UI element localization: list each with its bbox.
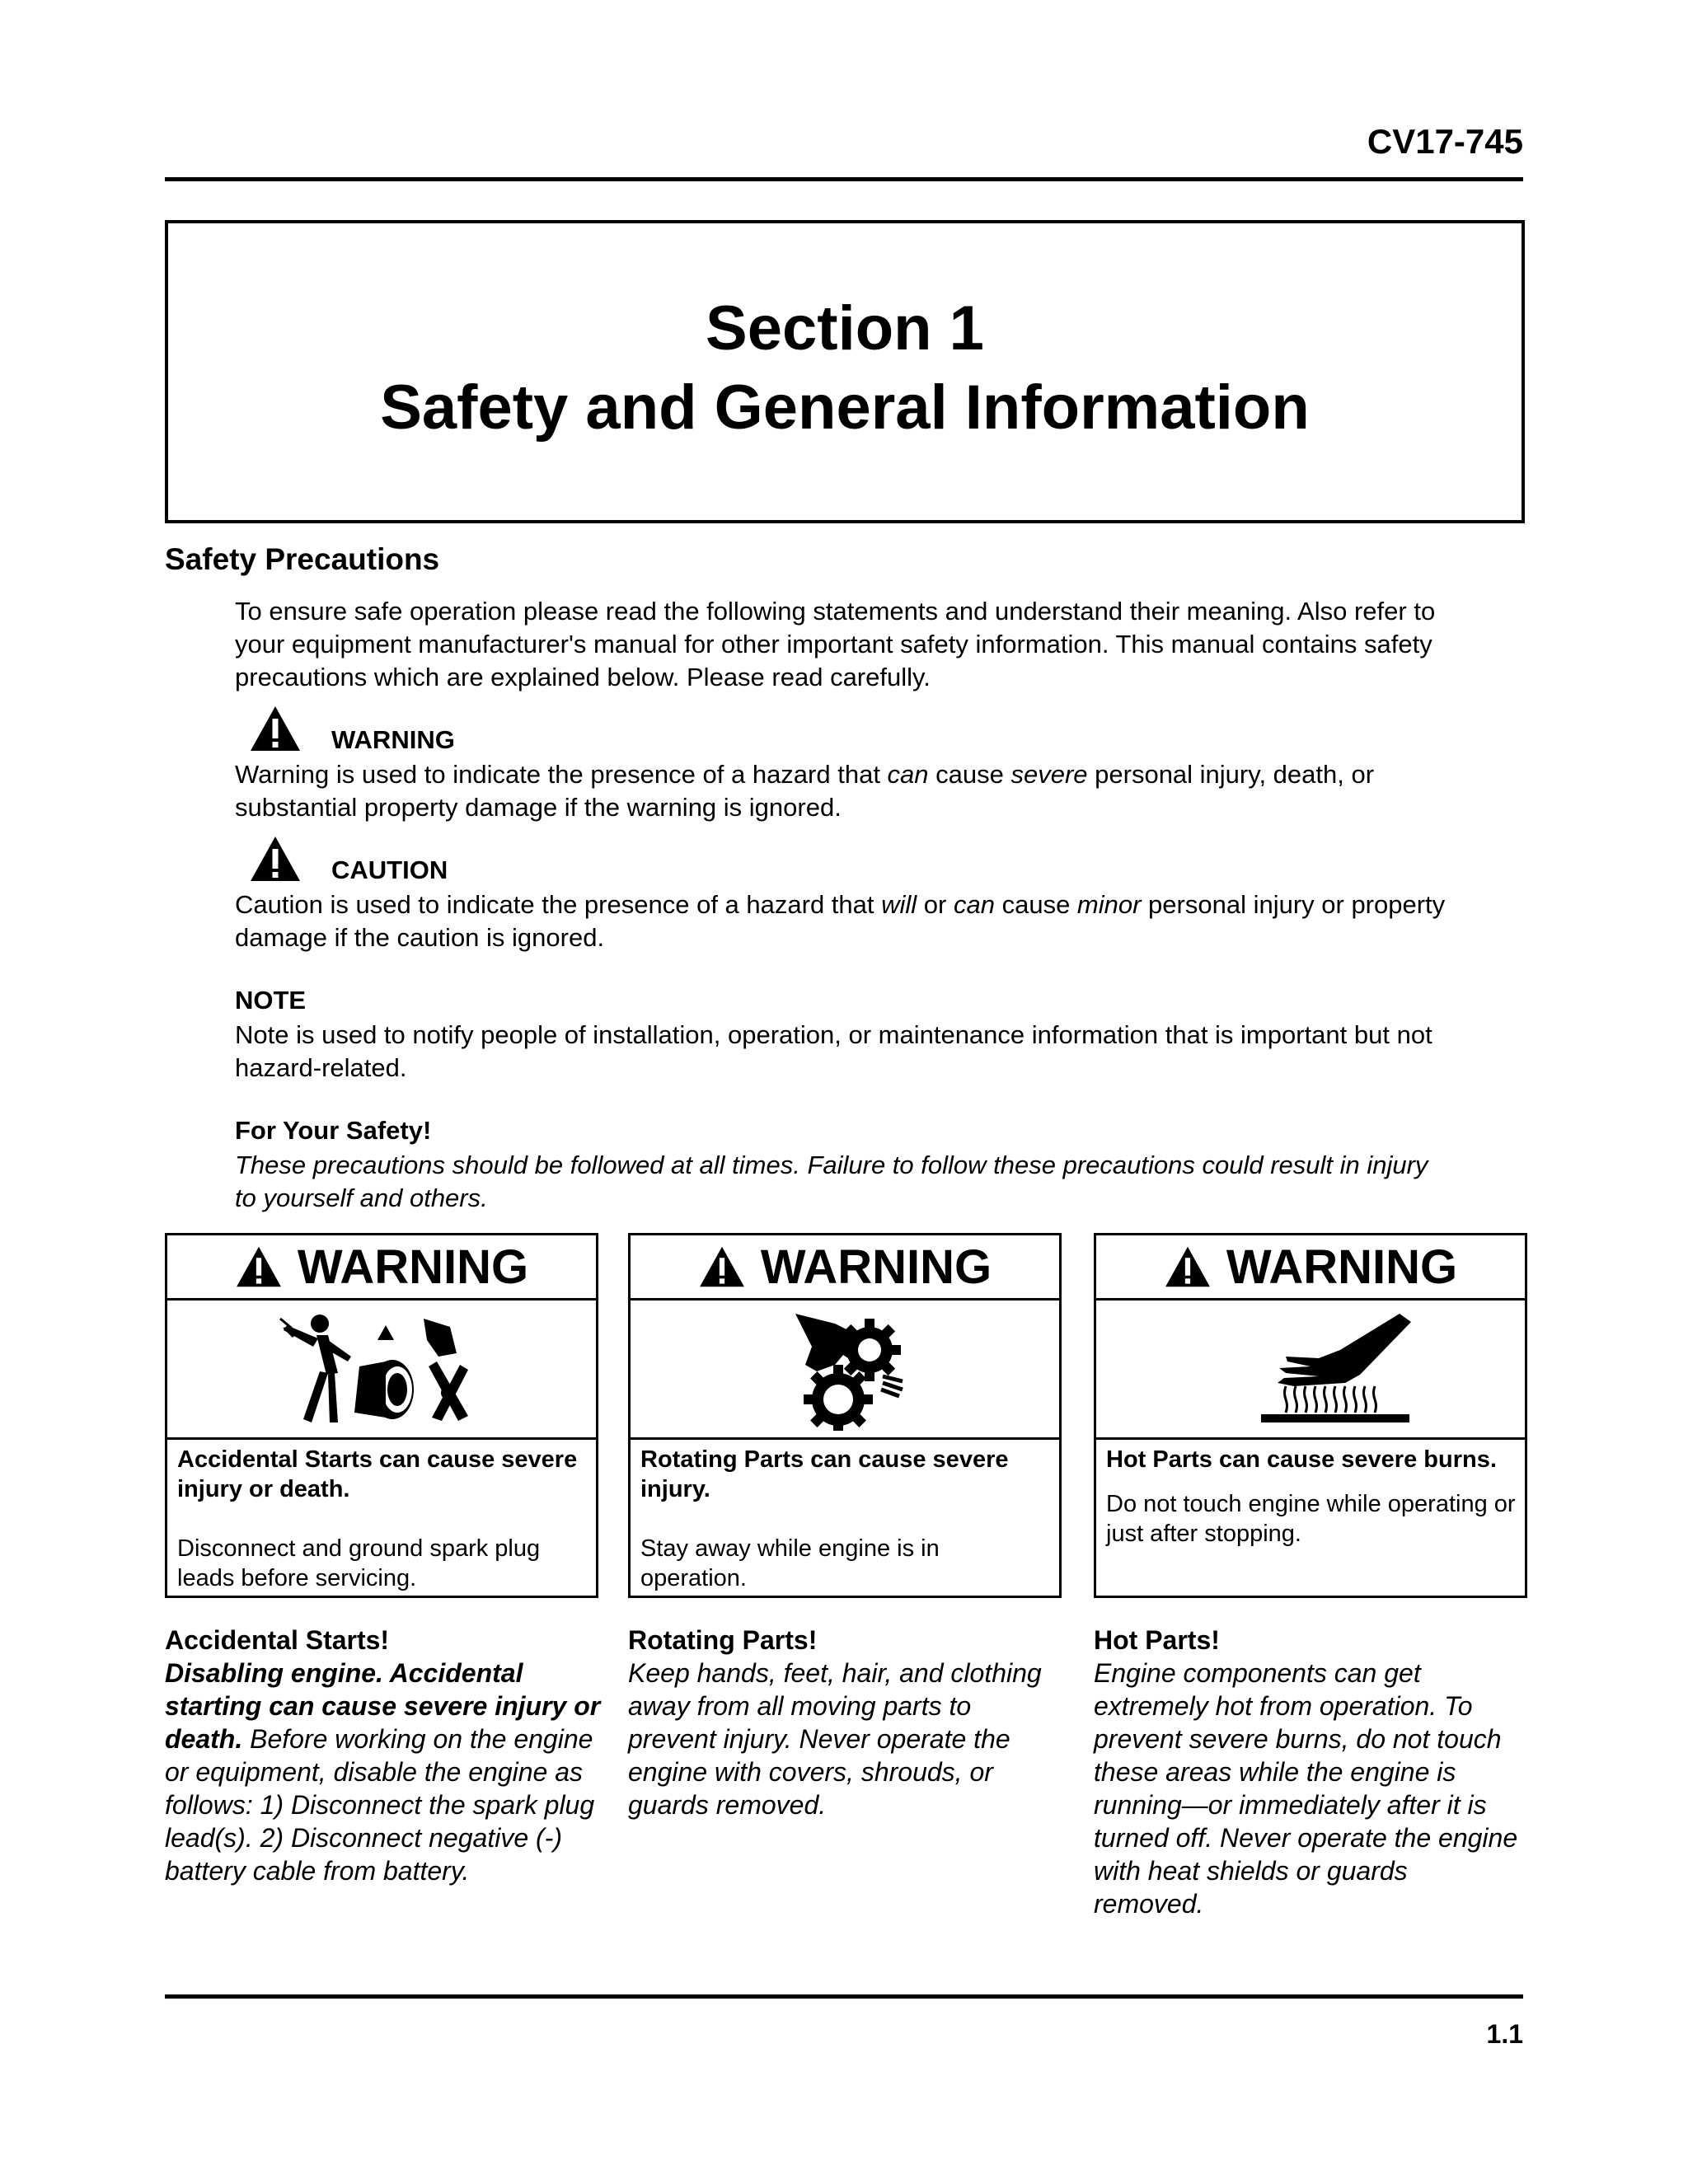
for-your-safety-text: These precautions should be followed at all times. Failure to follow these precautions could result in injury to yourself and others. — [235, 1151, 1428, 1212]
panel-hazard-statement: Rotating Parts can cause severe injury. — [640, 1446, 1009, 1502]
document-code: CV17-745 — [1367, 122, 1523, 161]
section-title-box — [165, 220, 1525, 523]
warning-panel-rotating-parts — [628, 1233, 1062, 1598]
accidental-starts-column — [165, 1624, 602, 1887]
note-label: NOTE — [235, 986, 307, 1015]
panel-text — [1096, 1440, 1525, 1549]
page-number: 1.1 — [1486, 2019, 1523, 2049]
panel-instruction: Disconnect and ground spark plug leads before servicing. — [177, 1535, 541, 1591]
caution-definition-icon — [249, 835, 302, 887]
warning-definition-label: WARNING — [331, 725, 455, 754]
panel-instruction: Do not touch engine while operating or just after stopping. — [1106, 1491, 1516, 1547]
panel-hazard-statement: Hot Parts can cause severe burns. — [1106, 1446, 1497, 1473]
column-body: Disabling engine. Accidental starting can cause severe injury or death. Before working on the engine or equipment, disable the engine as follows: 1) Disconnect the spark plug lead(s). 2) Disconnect negative (-) battery cable from battery. — [165, 1658, 601, 1886]
accidental-start-pictogram-icon — [167, 1301, 596, 1440]
warning-triangle-icon — [235, 1245, 283, 1288]
hot-parts-column — [1094, 1624, 1522, 1920]
intro-paragraph: To ensure safe operation please read the following statements and understand their meaning. Also refer to your equipment manufacturer's manual for other important safety information. This manual contains safety precautions which are explained below. Please read carefully. — [235, 597, 1436, 691]
warning-triangle-icon — [1164, 1245, 1212, 1288]
panel-text — [167, 1440, 596, 1593]
for-your-safety-label: For Your Safety! — [235, 1116, 432, 1145]
panel-header: WARNING — [167, 1235, 596, 1301]
column-body: Engine components can get extremely hot from operation. To prevent severe burns, do not touch these areas while the engine is running—or immediately after it is turned off. Never operate the engine with heat shields or guards removed. — [1094, 1658, 1518, 1919]
column-title: Rotating Parts! — [628, 1625, 818, 1655]
caution-definition-text: Caution is used to indicate the presence of a hazard that will or can cause minor personal injury or property damage if the caution is ignored. — [235, 890, 1446, 952]
rotating-parts-column — [628, 1624, 1057, 1821]
caution-definition-label: CAUTION — [331, 855, 448, 884]
note-text: Note is used to notify people of installation, operation, or maintenance information that is important but not hazard-related. — [235, 1020, 1432, 1082]
warning-panel-accidental-starts — [165, 1233, 598, 1598]
warning-definition-icon — [249, 705, 302, 757]
warning-triangle-icon — [698, 1245, 746, 1288]
safety-precautions-heading: Safety Precautions — [165, 542, 440, 576]
header-rule — [165, 177, 1523, 181]
panel-text — [631, 1440, 1059, 1593]
panel-header: WARNING — [1096, 1235, 1525, 1301]
column-title: Hot Parts! — [1094, 1625, 1220, 1655]
column-title: Accidental Starts! — [165, 1625, 390, 1655]
rotating-parts-pictogram-icon — [631, 1301, 1059, 1440]
panel-hazard-statement: Accidental Starts can cause severe injury or death. — [177, 1446, 578, 1502]
warning-definition-text: Warning is used to indicate the presence of a hazard that can cause severe personal injury, death, or substantial property damage if the warning is ignored. — [235, 760, 1375, 822]
warning-panel-hot-parts — [1094, 1233, 1527, 1598]
column-body: Keep hands, feet, hair, and clothing away from all moving parts to prevent injury. Never operate the engine with covers, shrouds, or guards removed. — [628, 1658, 1042, 1820]
section-title: Safety and General Information — [380, 373, 1310, 443]
panel-header: WARNING — [631, 1235, 1059, 1301]
section-number: Section 1 — [706, 293, 984, 363]
hot-parts-pictogram-icon — [1096, 1301, 1525, 1440]
panel-instruction: Stay away while engine is in operation. — [640, 1535, 940, 1591]
footer-rule — [165, 1994, 1523, 1999]
